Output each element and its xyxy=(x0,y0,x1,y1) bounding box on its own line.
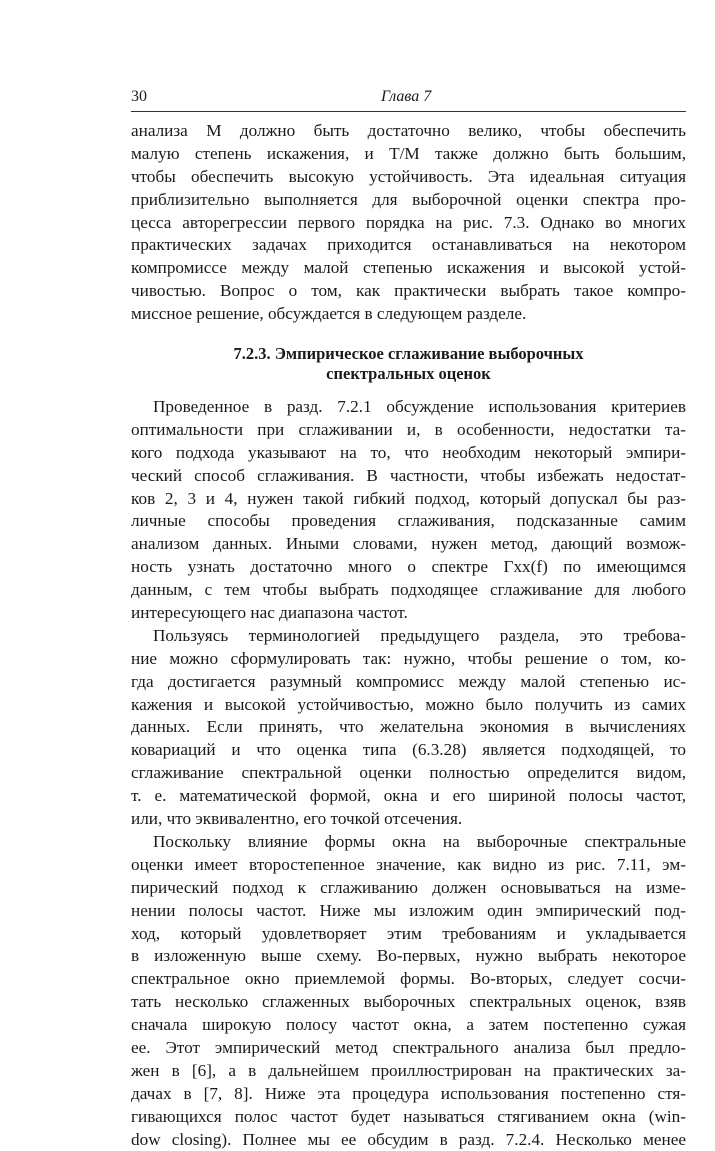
text-line: Пользуясь терминологией предыдущего раздела, это требова- xyxy=(153,625,686,645)
text-line: гивающихся полос частот будет называться стягиванием окна (win- xyxy=(131,1106,686,1126)
text-line: ков 2, 3 и 4, нужен такой гибкий подход, который допускал бы раз- xyxy=(131,488,686,508)
text-line: жен в [6], а в дальнейшем проиллюстрирован на практических за- xyxy=(131,1060,686,1080)
section-heading-line: 7.2.3. Эмпирическое сглаживание выборочных xyxy=(233,344,584,364)
paragraph-3 xyxy=(131,831,686,1151)
text-line: анализа M должно быть достаточно велико, чтобы обеспечить xyxy=(131,121,686,140)
text-line: кажения и высокой устойчивостью, можно было получить из самих xyxy=(131,694,686,714)
text-line: данных. Если принять, что желательна экономия в вычислениях xyxy=(131,717,686,737)
text-line: цесса авторегрессии первого порядка на рис. 7.3. Однако во многих xyxy=(131,212,686,232)
text-line: чивостью. Вопрос о том, как практически выбрать такое компро- xyxy=(131,281,686,301)
text-line: спектральное окно приемлемой формы. Во-вторых, следует сосчи- xyxy=(131,969,686,989)
text-line: т. е. математической формой, окна и его шириной полосы частот, xyxy=(131,786,686,806)
text-line: ее. Этот эмпирический метод спектрального анализа был предло- xyxy=(131,1037,686,1057)
text-line: кого подхода указывают на то, что необходим некоторый эмпири- xyxy=(131,442,686,462)
text-line: ход, который удовлетворяет этим требованиям и укладывается xyxy=(131,923,686,943)
page-number: 30 xyxy=(131,88,147,105)
text-line: компромиссе между малой степенью искажения и высокой устой- xyxy=(131,258,686,278)
text-line: приблизительно выполняется для выборочной оценки спектра про- xyxy=(131,189,686,209)
text-line: данным, с тем чтобы выбрать подходящее сглаживание для любого xyxy=(131,580,686,600)
section-heading-line: спектральных оценок xyxy=(326,364,491,384)
text-line: тать несколько сглаженных выборочных спектральных оценок, взяв xyxy=(131,992,686,1012)
paragraph-1 xyxy=(131,396,686,625)
running-head: Глава 7 xyxy=(381,88,432,105)
intro-paragraph xyxy=(131,120,686,326)
text-line: ние можно сформулировать так: нужно, чтобы решение о том, ко- xyxy=(131,648,686,668)
text-line: Поскольку влияние формы окна на выборочные спектральные xyxy=(153,831,686,851)
text-line: сглаживание спектральной оценки полностью определится видом, xyxy=(131,763,686,783)
text-line: ковариаций и что оценка типа (6.3.28) является подходящей, то xyxy=(131,740,686,760)
text-line: миссное решение, обсуждается в следующем разделе. xyxy=(131,304,527,324)
header-rule xyxy=(131,111,686,112)
paragraph-2 xyxy=(131,625,686,831)
text-line: в изложенную выше схему. Во-первых, нужно выбрать некоторое xyxy=(131,946,686,966)
text-line: анализом данных. Иными словами, нужен метод, дающий возмож- xyxy=(131,534,686,554)
text-line: нении полосы частот. Ниже мы изложим один эмпирический под- xyxy=(131,900,686,920)
text-line: личные способы проведения сглаживания, подсказанные самим xyxy=(131,511,686,531)
text-line: дачах в [7, 8]. Ниже эта процедура использования постепенно стя- xyxy=(131,1083,686,1103)
text-line: оптимальности при сглаживании и, в особенности, недостатки та- xyxy=(131,419,686,439)
text-line: сначала широкую полосу частот окна, а затем постепенно сужая xyxy=(131,1015,686,1035)
text-line: практических задачах приходится останавливаться на некотором xyxy=(131,235,686,255)
text-line: гда достигается разумный компромисс между малой степенью ис- xyxy=(131,671,686,691)
text-line: чтобы обеспечить высокую устойчивость. Эта идеальная ситуация xyxy=(131,166,686,186)
text-line: или, что эквивалентно, его точкой отсечения. xyxy=(131,809,463,829)
text-line: ческий способ сглаживания. В частности, чтобы избежать недостат- xyxy=(131,465,686,485)
body-text xyxy=(131,120,686,1151)
section-heading xyxy=(131,344,686,384)
text-line: ность узнать достаточно много о спектре Γxx(f) по имеющимся xyxy=(131,557,686,577)
page-header xyxy=(131,88,686,110)
text-line: оценки имеет второстепенное значение, как видно из рис. 7.11, эм- xyxy=(131,854,686,874)
text-line: Проведенное в разд. 7.2.1 обсуждение использования критериев xyxy=(153,397,686,417)
text-line: интересующего нас диапазона частот. xyxy=(131,603,408,623)
text-line: dow closing). Полнее мы ее обсудим в разд. 7.2.4. Несколько менее xyxy=(131,1129,686,1149)
text-line: пирический подход к сглаживанию должен основываться на изме- xyxy=(131,877,686,897)
text-line: малую степень искажения, и T/M также должно быть большим, xyxy=(131,143,686,163)
